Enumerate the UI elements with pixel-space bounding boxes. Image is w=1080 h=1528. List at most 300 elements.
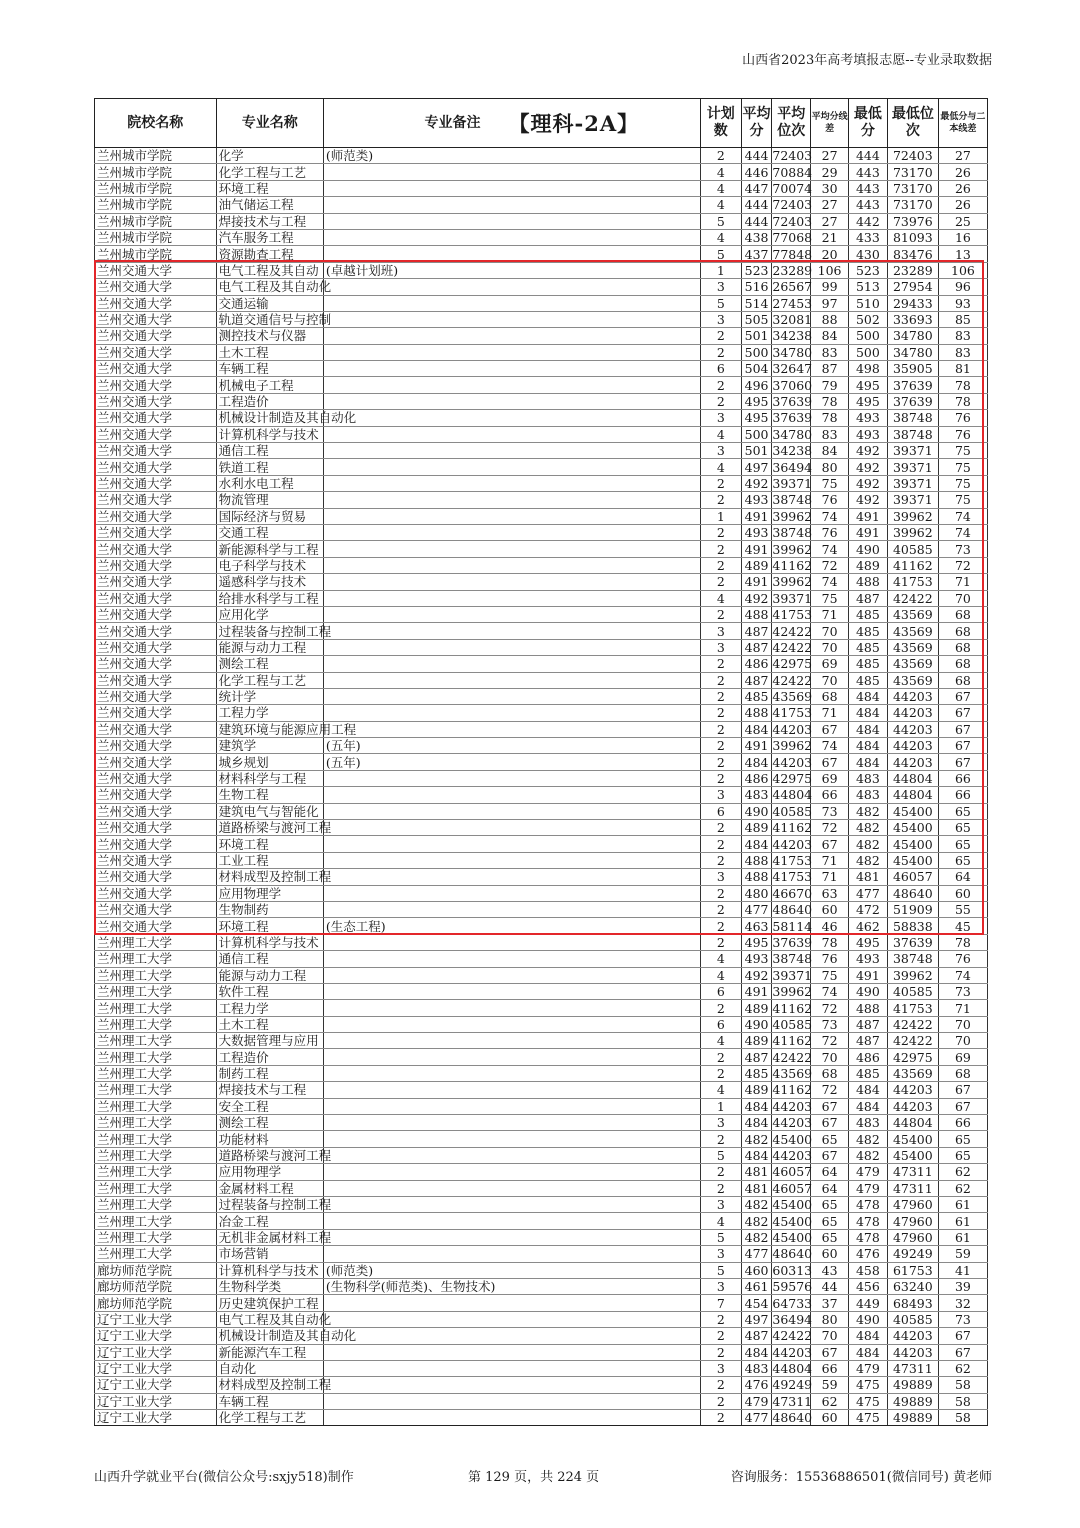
cell-major: 材料成型及控制工程 <box>216 1377 323 1393</box>
cell-min-score: 485 <box>848 672 887 688</box>
cell-school: 辽宁工业大学 <box>95 1377 217 1393</box>
table-header-row <box>95 99 988 148</box>
cell-min-diff: 68 <box>938 672 987 688</box>
cell-min-rank: 43569 <box>887 623 938 639</box>
cell-major: 新能源汽车工程 <box>216 1344 323 1360</box>
cell-avg-diff: 60 <box>811 901 849 917</box>
cell-note <box>323 901 700 917</box>
cell-avg-rank: 44804 <box>772 1361 813 1377</box>
cell-min-score: 490 <box>848 983 887 999</box>
cell-avg-rank: 36494 <box>772 459 813 475</box>
cell-note <box>323 1213 700 1229</box>
cell-plan: 2 <box>700 1328 741 1344</box>
cell-school: 辽宁工业大学 <box>95 1344 217 1360</box>
header-min-rank: 最低位次 <box>887 99 938 148</box>
cell-note <box>323 1016 700 1032</box>
cell-min-diff: 67 <box>938 721 987 737</box>
table-row <box>95 508 988 524</box>
cell-avg-diff: 84 <box>811 443 849 459</box>
cell-plan: 4 <box>700 1033 741 1049</box>
cell-school: 廊坊师范学院 <box>95 1262 217 1278</box>
cell-avg-score: 505 <box>741 311 772 327</box>
cell-major: 无机非金属材料工程 <box>216 1229 323 1245</box>
cell-min-score: 449 <box>848 1295 887 1311</box>
cell-plan: 6 <box>700 803 741 819</box>
cell-plan: 2 <box>700 1049 741 1065</box>
cell-avg-score: 489 <box>741 820 772 836</box>
cell-min-diff: 78 <box>938 934 987 950</box>
cell-min-score: 502 <box>848 311 887 327</box>
cell-note <box>323 983 700 999</box>
cell-min-rank: 43569 <box>887 656 938 672</box>
cell-min-rank: 41162 <box>887 557 938 573</box>
cell-major: 历史建筑保护工程 <box>216 1295 323 1311</box>
cell-school: 兰州城市学院 <box>95 246 217 262</box>
cell-note <box>323 672 700 688</box>
cell-avg-diff: 60 <box>811 1246 849 1262</box>
cell-avg-score: 484 <box>741 1115 772 1131</box>
cell-major: 冶金工程 <box>216 1213 323 1229</box>
cell-major: 通信工程 <box>216 951 323 967</box>
cell-major: 生物制药 <box>216 901 323 917</box>
cell-plan: 2 <box>700 672 741 688</box>
cell-min-rank: 42975 <box>887 1049 938 1065</box>
cell-min-rank: 43569 <box>887 606 938 622</box>
cell-major: 车辆工程 <box>216 1393 323 1409</box>
cell-avg-rank: 26567 <box>772 279 813 295</box>
cell-school: 兰州城市学院 <box>95 164 217 180</box>
cell-note <box>323 492 700 508</box>
cell-note <box>323 443 700 459</box>
cell-note <box>323 1344 700 1360</box>
cell-school: 兰州交通大学 <box>95 688 217 704</box>
cell-min-score: 484 <box>848 705 887 721</box>
cell-avg-rank: 39371 <box>772 967 813 983</box>
cell-plan: 3 <box>700 1115 741 1131</box>
cell-plan: 2 <box>700 574 741 590</box>
cell-note <box>323 770 700 786</box>
cell-avg-score: 481 <box>741 1164 772 1180</box>
cell-note <box>323 1065 700 1081</box>
cell-avg-diff: 74 <box>811 541 849 557</box>
cell-school: 兰州交通大学 <box>95 492 217 508</box>
cell-avg-diff: 63 <box>811 885 849 901</box>
cell-min-rank: 39962 <box>887 967 938 983</box>
cell-note <box>323 590 700 606</box>
cell-avg-rank: 58114 <box>772 918 813 934</box>
cell-avg-score: 486 <box>741 770 772 786</box>
cell-avg-rank: 41162 <box>772 1033 813 1049</box>
cell-min-diff: 83 <box>938 328 987 344</box>
cell-min-score: 492 <box>848 475 887 491</box>
cell-school: 兰州理工大学 <box>95 951 217 967</box>
cell-note <box>323 852 700 868</box>
cell-min-score: 484 <box>848 738 887 754</box>
cell-min-rank: 37639 <box>887 393 938 409</box>
cell-avg-score: 444 <box>741 197 772 213</box>
cell-plan: 2 <box>700 541 741 557</box>
cell-min-rank: 83476 <box>887 246 938 262</box>
cell-min-diff: 74 <box>938 524 987 540</box>
cell-avg-score: 501 <box>741 443 772 459</box>
table-row <box>95 311 988 327</box>
cell-plan: 2 <box>700 1180 741 1196</box>
cell-school: 兰州交通大学 <box>95 656 217 672</box>
cell-min-diff: 78 <box>938 377 987 393</box>
cell-school: 兰州理工大学 <box>95 1180 217 1196</box>
cell-avg-diff: 71 <box>811 606 849 622</box>
cell-plan: 2 <box>700 901 741 917</box>
cell-avg-score: 484 <box>741 836 772 852</box>
cell-min-score: 483 <box>848 787 887 803</box>
cell-min-score: 485 <box>848 623 887 639</box>
table-row <box>95 1295 988 1311</box>
cell-min-rank: 44203 <box>887 705 938 721</box>
cell-note <box>323 1328 700 1344</box>
cell-note <box>323 229 700 245</box>
cell-min-score: 492 <box>848 492 887 508</box>
cell-major: 道路桥梁与渡河工程 <box>216 1147 323 1163</box>
cell-major: 工程力学 <box>216 1000 323 1016</box>
table-row <box>95 1016 988 1032</box>
cell-min-diff: 55 <box>938 901 987 917</box>
cell-avg-rank: 77068 <box>772 230 813 246</box>
cell-min-score: 498 <box>848 361 887 377</box>
cell-min-rank: 40585 <box>887 541 938 557</box>
cell-avg-diff: 68 <box>811 1065 849 1081</box>
cell-major: 应用物理学 <box>216 885 323 901</box>
cell-min-diff: 26 <box>938 197 987 213</box>
cell-avg-rank: 77848 <box>772 246 813 262</box>
cell-min-score: 490 <box>848 1311 887 1327</box>
table-row <box>95 1164 988 1180</box>
cell-school: 兰州理工大学 <box>95 1065 217 1081</box>
cell-avg-score: 489 <box>741 557 772 573</box>
cell-plan: 2 <box>700 1344 741 1360</box>
cell-avg-rank: 23289 <box>772 262 813 278</box>
cell-avg-diff: 29 <box>811 164 849 180</box>
cell-school: 兰州交通大学 <box>95 475 217 491</box>
cell-avg-score: 460 <box>741 1262 772 1278</box>
cell-school: 辽宁工业大学 <box>95 1360 217 1376</box>
cell-min-diff: 78 <box>938 393 987 409</box>
footer-page-number: 第 129 页，共 224 页 <box>468 1470 600 1485</box>
cell-min-diff: 67 <box>938 1328 987 1344</box>
cell-avg-diff: 67 <box>811 836 849 852</box>
cell-avg-diff: 27 <box>811 148 849 164</box>
cell-avg-diff: 76 <box>811 492 849 508</box>
cell-avg-diff: 80 <box>811 459 849 475</box>
cell-avg-rank: 34780 <box>772 344 813 360</box>
cell-min-diff: 67 <box>938 1344 987 1360</box>
cell-avg-rank: 44203 <box>772 754 813 770</box>
cell-min-rank: 40585 <box>887 1311 938 1327</box>
cell-min-score: 491 <box>848 967 887 983</box>
cell-note <box>323 1311 700 1327</box>
cell-avg-rank: 64733 <box>772 1295 813 1311</box>
cell-min-diff: 65 <box>938 852 987 868</box>
cell-school: 兰州理工大学 <box>95 1164 217 1180</box>
cell-note <box>323 1246 700 1262</box>
cell-avg-diff: 74 <box>811 983 849 999</box>
cell-min-rank: 35905 <box>887 361 938 377</box>
cell-plan: 3 <box>700 1278 741 1294</box>
cell-avg-diff: 76 <box>811 524 849 540</box>
cell-avg-score: 482 <box>741 1197 772 1213</box>
cell-min-score: 479 <box>848 1360 887 1376</box>
cell-major: 车辆工程 <box>216 361 323 377</box>
header-avg-diff: 平均分线差 <box>811 99 849 148</box>
cell-plan: 2 <box>700 1131 741 1147</box>
cell-min-rank: 38748 <box>887 951 938 967</box>
cell-school: 兰州交通大学 <box>95 639 217 655</box>
cell-min-diff: 85 <box>938 311 987 327</box>
cell-min-rank: 42422 <box>887 1033 938 1049</box>
cell-school: 兰州理工大学 <box>95 1131 217 1147</box>
cell-note: (生物科学(师范类)、生物技术) <box>323 1278 700 1294</box>
cell-avg-rank: 47311 <box>772 1393 813 1409</box>
table-row <box>95 262 988 278</box>
cell-plan: 3 <box>700 787 741 803</box>
cell-min-score: 476 <box>848 1246 887 1262</box>
cell-min-diff: 68 <box>938 639 987 655</box>
cell-min-diff: 73 <box>938 541 987 557</box>
cell-avg-score: 492 <box>741 967 772 983</box>
cell-avg-score: 485 <box>741 1065 772 1081</box>
cell-note <box>323 1393 700 1409</box>
cell-plan: 2 <box>700 377 741 393</box>
cell-plan: 2 <box>700 754 741 770</box>
cell-min-rank: 45400 <box>887 803 938 819</box>
cell-major: 油气储运工程 <box>216 197 323 213</box>
cell-avg-diff: 80 <box>811 1311 849 1327</box>
cell-major: 建筑电气与智能化 <box>216 803 323 819</box>
cell-avg-diff: 76 <box>811 951 849 967</box>
cell-school: 兰州交通大学 <box>95 328 217 344</box>
cell-avg-score: 485 <box>741 688 772 704</box>
cell-school: 兰州理工大学 <box>95 1197 217 1213</box>
cell-note: (师范类) <box>323 1262 700 1278</box>
cell-min-rank: 40585 <box>887 983 938 999</box>
cell-plan: 3 <box>700 410 741 426</box>
table-row <box>95 492 988 508</box>
cell-avg-diff: 106 <box>811 262 849 278</box>
cell-avg-diff: 72 <box>811 1000 849 1016</box>
cell-min-rank: 47311 <box>887 1164 938 1180</box>
cell-avg-rank: 38748 <box>772 492 813 508</box>
cell-min-score: 495 <box>848 934 887 950</box>
cell-note <box>323 869 700 885</box>
cell-plan: 2 <box>700 557 741 573</box>
cell-note <box>323 164 700 180</box>
cell-plan: 5 <box>700 1147 741 1163</box>
table-row <box>95 1328 988 1344</box>
cell-min-rank: 73170 <box>887 180 938 196</box>
cell-min-score: 444 <box>848 148 887 164</box>
header-note-cell <box>323 99 700 148</box>
cell-min-rank: 44804 <box>887 1115 938 1131</box>
cell-major: 大数据管理与应用 <box>216 1033 323 1049</box>
cell-note <box>323 295 700 311</box>
cell-min-rank: 39371 <box>887 459 938 475</box>
cell-avg-rank: 41753 <box>772 869 813 885</box>
cell-min-score: 483 <box>848 770 887 786</box>
cell-min-diff: 13 <box>938 246 987 262</box>
cell-school: 兰州理工大学 <box>95 983 217 999</box>
cell-avg-rank: 45400 <box>772 1229 813 1245</box>
cell-min-rank: 44203 <box>887 688 938 704</box>
table-row <box>95 1065 988 1081</box>
cell-note <box>323 1082 700 1098</box>
cell-plan: 2 <box>700 738 741 754</box>
table-row <box>95 246 988 262</box>
cell-school: 兰州城市学院 <box>95 180 217 196</box>
cell-note <box>323 328 700 344</box>
cell-min-score: 456 <box>848 1278 887 1294</box>
table-row <box>95 820 988 836</box>
cell-avg-score: 446 <box>741 164 772 180</box>
cell-avg-score: 493 <box>741 951 772 967</box>
cell-avg-rank: 48640 <box>772 1246 813 1262</box>
cell-avg-score: 476 <box>741 1377 772 1393</box>
cell-plan: 2 <box>700 918 741 934</box>
cell-note <box>323 459 700 475</box>
table-row <box>95 229 988 245</box>
cell-major: 建筑环境与能源应用工程 <box>216 721 323 737</box>
cell-min-diff: 76 <box>938 410 987 426</box>
cell-min-score: 443 <box>848 197 887 213</box>
cell-avg-diff: 71 <box>811 869 849 885</box>
header-major: 专业名称 <box>216 99 323 148</box>
cell-avg-diff: 65 <box>811 1131 849 1147</box>
cell-avg-diff: 44 <box>811 1278 849 1294</box>
cell-min-score: 493 <box>848 410 887 426</box>
cell-avg-diff: 67 <box>811 1344 849 1360</box>
cell-min-diff: 65 <box>938 1147 987 1163</box>
cell-min-diff: 66 <box>938 1115 987 1131</box>
cell-min-rank: 39371 <box>887 443 938 459</box>
cell-avg-score: 495 <box>741 393 772 409</box>
cell-plan: 2 <box>700 1311 741 1327</box>
cell-min-diff: 41 <box>938 1262 987 1278</box>
cell-avg-score: 490 <box>741 803 772 819</box>
cell-avg-diff: 67 <box>811 1098 849 1114</box>
cell-min-score: 443 <box>848 164 887 180</box>
cell-plan: 2 <box>700 852 741 868</box>
cell-major: 环境工程 <box>216 918 323 934</box>
cell-avg-score: 484 <box>741 721 772 737</box>
cell-avg-rank: 37639 <box>772 410 813 426</box>
cell-min-diff: 69 <box>938 1049 987 1065</box>
table-row <box>95 443 988 459</box>
cell-plan: 2 <box>700 688 741 704</box>
cell-min-score: 484 <box>848 1328 887 1344</box>
cell-avg-rank: 27453 <box>772 295 813 311</box>
cell-min-score: 485 <box>848 606 887 622</box>
cell-note <box>323 426 700 442</box>
cell-avg-diff: 72 <box>811 557 849 573</box>
cell-min-rank: 38748 <box>887 410 938 426</box>
cell-plan: 2 <box>700 1393 741 1409</box>
cell-min-rank: 44203 <box>887 754 938 770</box>
cell-avg-rank: 34780 <box>772 426 813 442</box>
table-row <box>95 656 988 672</box>
cell-min-score: 483 <box>848 1115 887 1131</box>
cell-min-rank: 44804 <box>887 787 938 803</box>
cell-plan: 2 <box>700 328 741 344</box>
cell-note <box>323 361 700 377</box>
cell-major: 应用物理学 <box>216 1164 323 1180</box>
cell-school: 辽宁工业大学 <box>95 1393 217 1409</box>
cell-avg-rank: 43569 <box>772 1066 813 1082</box>
cell-avg-diff: 74 <box>811 574 849 590</box>
cell-avg-diff: 59 <box>811 1377 849 1393</box>
cell-note <box>323 820 700 836</box>
table-row <box>95 967 988 983</box>
cell-school: 兰州城市学院 <box>95 229 217 245</box>
cell-min-score: 495 <box>848 393 887 409</box>
cell-note <box>323 1098 700 1114</box>
cell-major: 市场营销 <box>216 1246 323 1262</box>
cell-avg-diff: 72 <box>811 1082 849 1098</box>
cell-avg-diff: 74 <box>811 508 849 524</box>
cell-min-diff: 76 <box>938 426 987 442</box>
cell-plan: 2 <box>700 475 741 491</box>
cell-major: 工程力学 <box>216 705 323 721</box>
cell-plan: 2 <box>700 820 741 836</box>
cell-min-rank: 51909 <box>887 901 938 917</box>
table-row <box>95 541 988 557</box>
cell-avg-rank: 41753 <box>772 607 813 623</box>
cell-avg-rank: 34238 <box>772 443 813 459</box>
header-subject: 【理科-2A】 <box>508 110 640 136</box>
table-row <box>95 557 988 573</box>
cell-school: 辽宁工业大学 <box>95 1410 217 1426</box>
cell-school: 兰州交通大学 <box>95 787 217 803</box>
cell-note <box>323 705 700 721</box>
cell-avg-score: 483 <box>741 1360 772 1376</box>
cell-plan: 2 <box>700 393 741 409</box>
cell-plan: 3 <box>700 639 741 655</box>
cell-min-score: 493 <box>848 426 887 442</box>
cell-avg-diff: 64 <box>811 1164 849 1180</box>
cell-plan: 4 <box>700 180 741 196</box>
table-row <box>95 361 988 377</box>
cell-major: 资源勘查工程 <box>216 246 323 262</box>
cell-school: 兰州交通大学 <box>95 705 217 721</box>
table-row <box>95 606 988 622</box>
cell-school: 兰州城市学院 <box>95 148 217 164</box>
cell-avg-diff: 66 <box>811 1360 849 1376</box>
cell-school: 兰州交通大学 <box>95 738 217 754</box>
cell-min-rank: 63240 <box>887 1278 938 1294</box>
cell-min-rank: 47960 <box>887 1213 938 1229</box>
cell-school: 兰州交通大学 <box>95 295 217 311</box>
cell-min-rank: 47960 <box>887 1229 938 1245</box>
cell-school: 兰州交通大学 <box>95 279 217 295</box>
cell-avg-diff: 99 <box>811 279 849 295</box>
cell-note: (生态工程) <box>323 918 700 934</box>
cell-avg-rank: 34238 <box>772 328 813 344</box>
cell-school: 兰州交通大学 <box>95 770 217 786</box>
cell-avg-score: 495 <box>741 410 772 426</box>
table-row <box>95 213 988 229</box>
cell-plan: 4 <box>700 951 741 967</box>
cell-plan: 5 <box>700 1229 741 1245</box>
cell-min-score: 487 <box>848 590 887 606</box>
cell-min-rank: 73170 <box>887 164 938 180</box>
table-row <box>95 393 988 409</box>
